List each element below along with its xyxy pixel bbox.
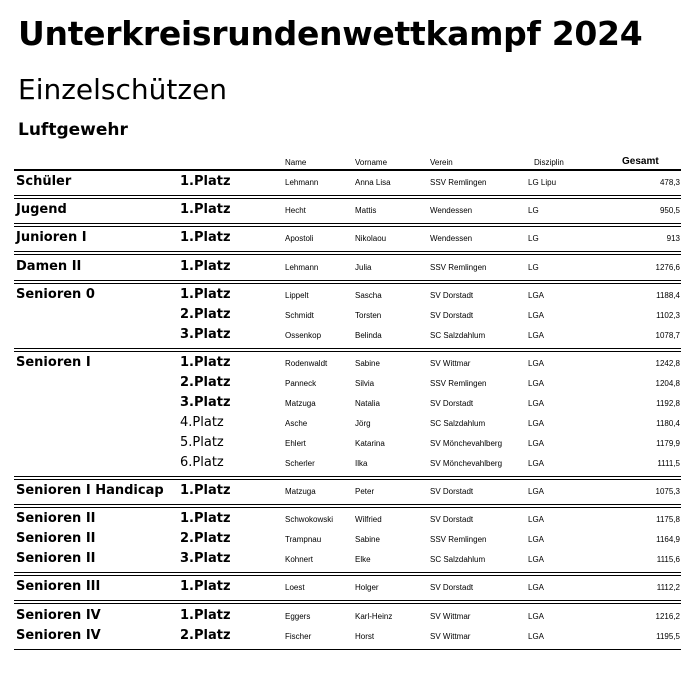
cell-vorname: Wilfried [355, 515, 382, 524]
cell-vorname: Elke [355, 555, 371, 564]
cell-name: Panneck [285, 379, 317, 388]
cell-name: Ehlert [285, 439, 306, 448]
discipline-heading: Luftgewehr [18, 120, 128, 140]
cell-disziplin: LGA [528, 311, 545, 320]
cell-name: Lippelt [285, 291, 309, 300]
cell-gesamt: 478,3 [659, 178, 680, 187]
cell-verein: SV Wittmar [430, 612, 471, 621]
place-label: 1.Platz [180, 355, 231, 370]
cell-gesamt: 1115,6 [656, 555, 680, 564]
category-label: Senioren IV [16, 608, 101, 623]
cell-vorname: Sascha [355, 291, 382, 300]
group-separator [14, 600, 681, 601]
cell-verein: SV Dorstadt [430, 515, 474, 524]
cell-vorname: Jörg [355, 419, 371, 428]
cell-disziplin: LGA [528, 515, 545, 524]
cell-vorname: Karl-Heinz [355, 612, 393, 621]
column-header-verein: Verein [430, 158, 453, 167]
cell-disziplin: LGA [528, 379, 545, 388]
group-separator [14, 198, 681, 199]
cell-disziplin: LGA [528, 419, 545, 428]
group-separator [14, 283, 681, 284]
group-separator [14, 351, 681, 352]
cell-gesamt: 1112,2 [656, 583, 680, 592]
cell-name: Eggers [285, 612, 311, 621]
place-label: 1.Platz [180, 483, 231, 498]
place-label: 2.Platz [180, 307, 231, 322]
cell-gesamt: 1192,8 [656, 399, 680, 408]
place-label: 1.Platz [180, 202, 231, 217]
cell-vorname: Belinda [355, 331, 382, 340]
cell-disziplin: LGA [528, 439, 545, 448]
cell-vorname: Katarina [355, 439, 385, 448]
category-label: Jugend [16, 202, 67, 217]
cell-verein: SC Salzdahlum [430, 555, 486, 564]
cell-vorname: Mattis [355, 206, 377, 215]
cell-gesamt: 1102,3 [656, 311, 680, 320]
cell-gesamt: 1204,8 [655, 379, 680, 388]
cell-vorname: Silvia [355, 379, 375, 388]
cell-gesamt: 1276,6 [655, 263, 680, 272]
category-label: Senioren I Handicap [16, 483, 164, 498]
cell-verein: SV Wittmar [430, 359, 471, 368]
cell-verein: SV Mönchevahlberg [430, 459, 503, 468]
cell-disziplin: LGA [528, 632, 545, 641]
column-header-name: Name [285, 158, 307, 167]
cell-disziplin: LGA [528, 399, 545, 408]
category-label: Junioren I [16, 230, 87, 245]
cell-verein: SV Dorstadt [430, 583, 474, 592]
column-header-gesamt: Gesamt [622, 156, 659, 167]
place-label: 2.Platz [180, 375, 231, 390]
category-label: Schüler [16, 174, 72, 189]
place-label: 6.Platz [180, 455, 224, 470]
cell-disziplin: LG [528, 263, 539, 272]
place-label: 1.Platz [180, 579, 231, 594]
cell-verein: SSV Remlingen [430, 535, 487, 544]
column-header-vorname: Vorname [355, 158, 388, 167]
group-separator [14, 195, 681, 196]
cell-disziplin: LGA [528, 291, 545, 300]
category-label: Senioren II [16, 551, 96, 566]
cell-name: Schmidt [285, 311, 314, 320]
cell-verein: SC Salzdahlum [430, 331, 486, 340]
cell-gesamt: 1175,8 [656, 515, 680, 524]
cell-verein: SSV Remlingen [430, 178, 487, 187]
place-label: 1.Platz [180, 174, 231, 189]
category-label: Senioren III [16, 579, 101, 594]
group-separator [14, 348, 681, 349]
cell-disziplin: LGA [528, 555, 545, 564]
cell-disziplin: LGA [528, 612, 545, 621]
place-label: 1.Platz [180, 230, 231, 245]
cell-gesamt: 1180,4 [656, 419, 680, 428]
place-label: 2.Platz [180, 628, 231, 643]
place-label: 1.Platz [180, 287, 231, 302]
cell-verein: Wendessen [430, 206, 473, 215]
group-separator [14, 572, 681, 573]
place-label: 4.Platz [180, 415, 224, 430]
cell-name: Trampnau [285, 535, 322, 544]
cell-vorname: Sabine [355, 359, 380, 368]
page-title: Unterkreisrundenwettkampf 2024 [18, 14, 643, 53]
cell-vorname: Anna Lisa [355, 178, 391, 187]
cell-name: Loest [285, 583, 305, 592]
cell-name: Lehmann [285, 178, 319, 187]
category-label: Senioren I [16, 355, 91, 370]
cell-disziplin: LGA [528, 331, 545, 340]
group-separator [14, 507, 681, 508]
place-label: 3.Platz [180, 327, 231, 342]
category-label: Senioren IV [16, 628, 101, 643]
cell-verein: SSV Remlingen [430, 263, 487, 272]
cell-disziplin: LGA [528, 459, 545, 468]
cell-gesamt: 1078,7 [655, 331, 680, 340]
cell-verein: SSV Remlingen [430, 379, 487, 388]
cell-name: Hecht [285, 206, 306, 215]
cell-gesamt: 1195,5 [656, 632, 680, 641]
cell-gesamt: 1242,8 [655, 359, 680, 368]
place-label: 1.Platz [180, 608, 231, 623]
cell-verein: SC Salzdahlum [430, 419, 486, 428]
cell-vorname: Horst [355, 632, 375, 641]
group-separator [14, 476, 681, 477]
group-separator [14, 649, 681, 650]
cell-disziplin: LGA [528, 535, 545, 544]
place-label: 1.Platz [180, 511, 231, 526]
cell-vorname: Peter [355, 487, 375, 496]
cell-verein: SV Dorstadt [430, 399, 474, 408]
category-label: Senioren II [16, 511, 96, 526]
group-separator [14, 479, 681, 480]
place-label: 1.Platz [180, 259, 231, 274]
cell-gesamt: 1216,2 [655, 612, 680, 621]
cell-gesamt: 1164,9 [656, 535, 680, 544]
column-header-disziplin: Disziplin [534, 158, 564, 167]
cell-gesamt: 1075,3 [655, 487, 680, 496]
cell-disziplin: LG [528, 206, 539, 215]
cell-verein: SV Dorstadt [430, 311, 474, 320]
cell-gesamt: 1111,5 [657, 459, 680, 468]
cell-name: Rodenwaldt [285, 359, 328, 368]
cell-disziplin: LG [528, 234, 539, 243]
category-label: Damen II [16, 259, 82, 274]
cell-vorname: Julia [355, 263, 372, 272]
group-separator [14, 504, 681, 505]
place-label: 3.Platz [180, 551, 231, 566]
cell-disziplin: LGA [528, 583, 545, 592]
cell-name: Matzuga [285, 399, 316, 408]
place-label: 2.Platz [180, 531, 231, 546]
group-separator [14, 575, 681, 576]
cell-name: Matzuga [285, 487, 316, 496]
group-separator [14, 223, 681, 224]
cell-verein: SV Wittmar [430, 632, 471, 641]
group-separator [14, 251, 681, 252]
category-label: Senioren II [16, 531, 96, 546]
cell-vorname: Natalia [355, 399, 380, 408]
place-label: 5.Platz [180, 435, 224, 450]
cell-name: Asche [285, 419, 308, 428]
group-separator [14, 254, 681, 255]
group-separator [14, 603, 681, 604]
cell-gesamt: 913 [666, 234, 680, 243]
cell-disziplin: LGA [528, 359, 545, 368]
cell-name: Kohnert [285, 555, 314, 564]
cell-verein: SV Dorstadt [430, 291, 474, 300]
cell-vorname: Torsten [355, 311, 382, 320]
place-label: 3.Platz [180, 395, 231, 410]
cell-gesamt: 950,5 [659, 206, 680, 215]
cell-name: Scherler [285, 459, 315, 468]
page-subtitle: Einzelschützen [18, 73, 228, 106]
cell-vorname: Nikolaou [355, 234, 387, 243]
cell-vorname: Holger [355, 583, 379, 592]
cell-vorname: Sabine [355, 535, 380, 544]
table-top-rule [14, 169, 681, 171]
cell-name: Apostoli [285, 234, 314, 243]
group-separator [14, 226, 681, 227]
cell-name: Ossenkop [285, 331, 322, 340]
cell-gesamt: 1188,4 [656, 291, 680, 300]
cell-name: Schwokowski [285, 515, 334, 524]
cell-disziplin: LG Lipu [528, 178, 557, 187]
cell-name: Lehmann [285, 263, 319, 272]
cell-verein: SV Mönchevahlberg [430, 439, 503, 448]
group-separator [14, 280, 681, 281]
cell-disziplin: LGA [528, 487, 545, 496]
cell-vorname: Ilka [355, 459, 368, 468]
cell-gesamt: 1179,9 [656, 439, 680, 448]
cell-name: Fischer [285, 632, 312, 641]
cell-verein: SV Dorstadt [430, 487, 474, 496]
category-label: Senioren 0 [16, 287, 95, 302]
cell-verein: Wendessen [430, 234, 473, 243]
